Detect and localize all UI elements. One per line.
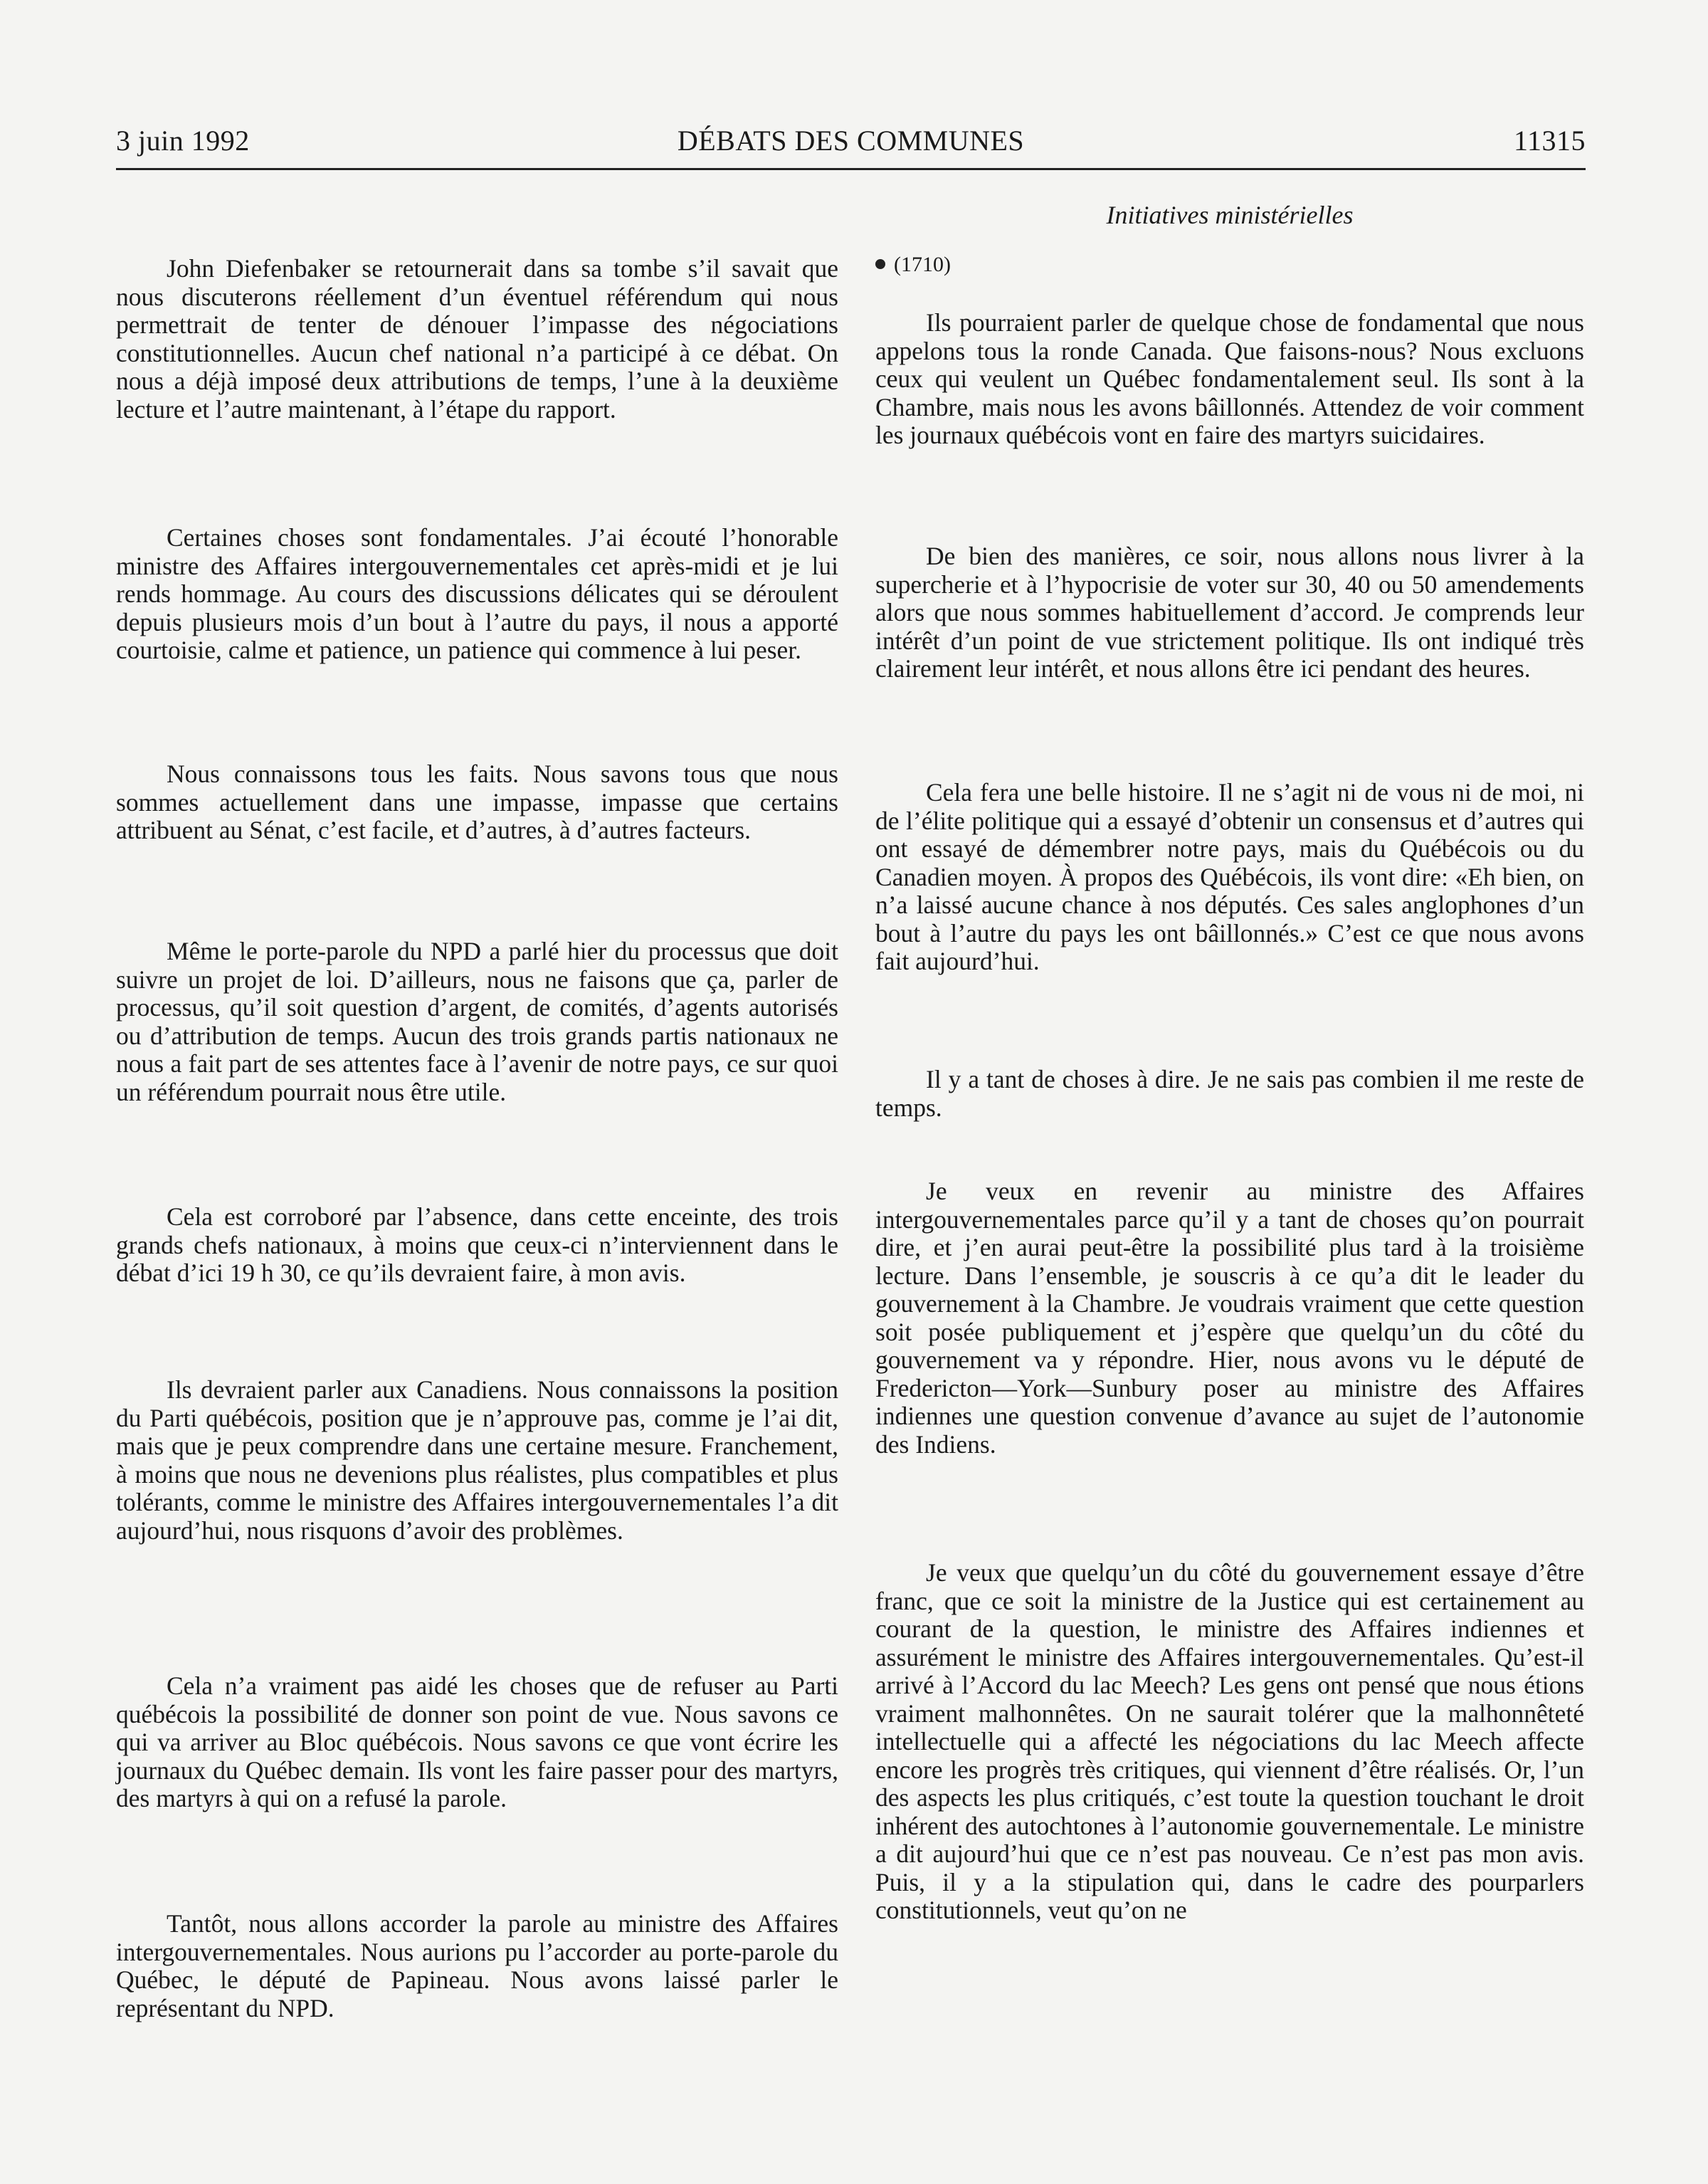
paragraph: Nous connaissons tous les faits. Nous savons tous que nous sommes actuellement dans une impasse, impasse que certains attribuent au Sénat, c’est facile, et d’autres, à d’autres facteurs. <box>116 760 838 844</box>
timestamp-text: (1710) <box>894 253 951 276</box>
paragraph: Cela fera une belle histoire. Il ne s’agit ni de vous ni de moi, ni de l’élite politique qui a essayé d’obtenir un consensus et d’autres qui ont essayé de démembrer notre pays, mais du Québécois ou du Canadien moyen. À propos des Québécois, ils vont dire: «Eh bien, on n’a laissé aucune chance à nos députés. Ces sales anglophones d’un bout à l’autre du pays les ont bâillonnés.» C’est ce que nous avons fait aujourd’hui. <box>875 778 1584 975</box>
paragraph: Cela est corroboré par l’absence, dans cette enceinte, des trois grands chefs nationaux, à moins que ceux-ci n’interviennent dans le débat d’ici 19 h 30, ce qu’ils devraient faire, à mon avis. <box>116 1202 838 1287</box>
paragraph: De bien des manières, ce soir, nous allons nous livrer à la supercherie et à l’hypocrisie de voter sur 30, 40 ou 50 amendements alors que nous sommes habituellement d’accord. Je comprends leur intérêt d’un point de vue strictement politique. Ils ont indiqué très clairement leur intérêt, et nous allons être ici pendant des heures. <box>875 542 1584 683</box>
paragraph: Tantôt, nous allons accorder la parole au ministre des Affaires intergouvernementales. Nous aurions pu l’accorder au porte-parole du Québec, le député de Papineau. Nous avons laissé parler le représentant du NPD. <box>116 1909 838 2022</box>
header-title: DÉBATS DES COMMUNES <box>677 125 1025 157</box>
paragraph: Je veux en revenir au ministre des Affaires intergouvernementales parce qu’il y a tant de choses qu’on pourrait dire, et j’en aurai peut-être la possibilité plus tard à la troisième lecture. Dans l’ensemble, je souscris à ce qu’a dit le leader du gouvernement à la Chambre. Je voudrais vraiment que cette question soit posée publiquement et j’espère que quelqu’un du côté du gouvernement va y répondre. Hier, nous avons vu le député de Fredericton—York—Sunbury poser au ministre des Affaires indiennes une question convenue d’avance au sujet de l’autonomie des Indiens. <box>875 1177 1584 1459</box>
paragraph: Même le porte-parole du NPD a parlé hier du processus que doit suivre un projet de loi. D’ailleurs, nous ne faisons que ça, parler de processus, qu’il soit question d’argent, de comités, d’agents autorisés ou d’attribution de temps. Aucun des trois grands partis nationaux ne nous a fait part de ses attentes face à l’avenir de notre pays, ce sur quoi un référendum pourrait nous être utile. <box>116 937 838 1106</box>
timestamp <box>875 251 951 279</box>
section-label: Initiatives ministérielles <box>1106 201 1354 229</box>
paragraph: Cela n’a vraiment pas aidé les choses que de refuser au Parti québécois la possibilité de donner son point de vue. Nous savons ce qui va arriver au Bloc québécois. Nous savons ce que vont écrire les journaux du Québec demain. Ils vont les faire passer pour des martyrs, des martyrs à qui on a refusé la parole. <box>116 1671 838 1812</box>
paragraph: Ils devraient parler aux Canadiens. Nous connaissons la position du Parti québécois, position que je n’approuve pas, comme je l’ai dit, mais que je peux comprendre dans une certaine mesure. Franchement, à moins que nous ne devenions plus réalistes, plus compatibles et plus tolérants, comme le ministre des Affaires intergouvernementales l’a dit aujourd’hui, nous risquons d’avoir des problèmes. <box>116 1375 838 1545</box>
paragraph: Il y a tant de choses à dire. Je ne sais pas combien il me reste de temps. <box>875 1065 1584 1122</box>
page-header <box>116 124 1586 170</box>
paragraph: Ils pourraient parler de quelque chose de fondamental que nous appelons tous la ronde Canada. Que faisons-nous? Nous excluons ceux qui veulent un Québec fondamentalement seul. Ils sont à la Chambre, mais nous les avons bâillonnés. Attendez de voir comment les journaux québécois vont en faire des martyrs suicidaires. <box>875 308 1584 449</box>
paragraph: Certaines choses sont fondamentales. J’ai écouté l’honorable ministre des Affaires intergouvernementales cet après-midi et je lui rends hommage. Au cours des discussions délicates qui se déroulent depuis plusieurs mois d’un bout à l’autre du pays, il nous a apporté courtoisie, calme et patience, un patience qui commence à lui peser. <box>116 523 838 664</box>
paragraph: Je veux que quelqu’un du côté du gouvernement essaye d’être franc, que ce soit la ministre de la Justice qui est certainement au courant de la question, le ministre des Affaires indiennes et assurément le ministre des Affaires intergouvernementales. Qu’est-il arrivé à l’Accord du lac Meech? Les gens ont pensé que nous étions vraiment malhonnêtes. On ne saurait tolérer que la malhonnêteté intellectuelle qui a affecté les négociations du lac Meech affecte encore les progrès très critiques, qui viennent d’être réalisés. Or, l’un des aspects les plus critiqués, c’est toute la question touchant le droit inhérent des autochtones à l’autonomie gouvernementale. Le ministre a dit aujourd’hui que ce n’est pas nouveau. Ce n’est pas mon avis. Puis, il y a la stipulation qui, dans le cadre des pourparlers constitutionnels, veut qu’on ne <box>875 1558 1584 1924</box>
bullet-icon <box>875 259 885 269</box>
header-page-number: 11315 <box>1513 125 1586 157</box>
paragraph: John Diefenbaker se retournerait dans sa tombe s’il savait que nous discuterons réellement d’un éventuel référendum qui nous permettrait de tenter de dénouer l’impasse des négociations constitutionnelles. Aucun chef national n’a participé à ce débat. On nous a déjà imposé deux attributions de temps, l’une à la deuxième lecture et l’autre maintenant, à l’étape du rapport. <box>116 254 838 424</box>
header-date: 3 juin 1992 <box>116 125 250 157</box>
